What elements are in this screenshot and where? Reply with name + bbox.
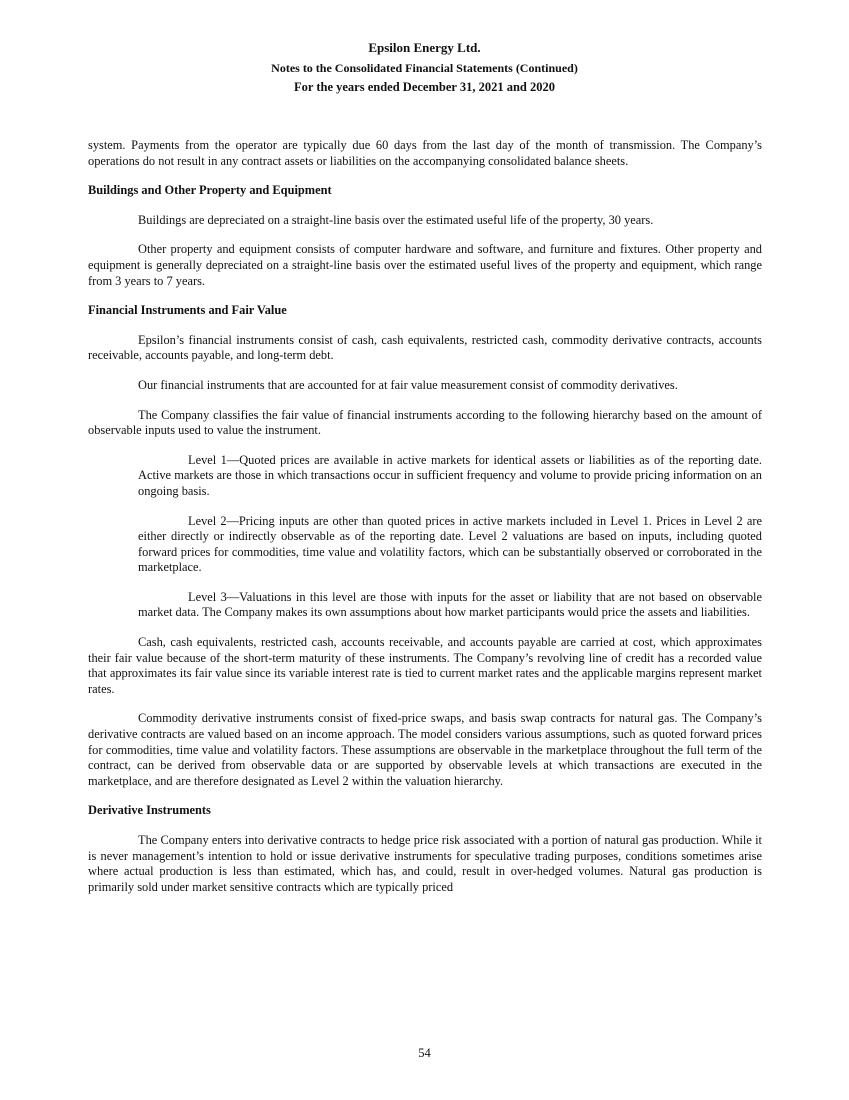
document-body [88, 138, 762, 909]
page-number: 54 [418, 1046, 431, 1060]
financial-paragraph-5: Commodity derivative instruments consist of fixed-price swaps, and basis swap contracts for natural gas. The Company’s derivative contracts are valued based on an income approach. The model considers various assumptions, such as quoted forward prices for commodities, time value and volatility factors. These assumptions are observable in the marketplace throughout the full term of the contract, can be derived from observable data or are supported by observable levels at which transactions are executed in the marketplace, and are therefore designated as Level 2 within the valuation hierarchy. [88, 711, 762, 788]
company-name: Epsilon Energy Ltd. [368, 40, 481, 55]
buildings-heading: Buildings and Other Property and Equipment [88, 183, 332, 198]
financial-paragraph-3: The Company classifies the fair value of financial instruments according to the following hierarchy based on the amount of observable inputs used to value the instrument. [88, 407, 762, 438]
notes-title: Notes to the Consolidated Financial Statements (Continued) [271, 61, 578, 75]
level-2-definition: Level 2—Pricing inputs are other than quoted prices in active markets included in Level 1. Prices in Level 2 are either directly or indirectly observable as of the reporting date. Level 2 valuations are based on inputs, including quoted forward prices for commodities, time value and volatility factors, which can be substantially observed or corroborated in the marketplace. [138, 513, 762, 575]
intro-paragraph: system. Payments from the operator are typically due 60 days from the last day of the month of transmission. The Company’s operations do not result in any contract assets or liabilities on the accompanying consolidated balance sheets. [88, 138, 762, 168]
buildings-paragraph-2: Other property and equipment consists of computer hardware and software, and furniture and fixtures. Other property and equipment is generally depreciated on a straight-line basis over the estimated useful lives of the property and equipment, which range from 3 years to 7 years. [88, 242, 762, 288]
level-3-definition: Level 3—Valuations in this level are those with inputs for the asset or liability that are not based on observable market data. The Company makes its own assumptions about how market participants would price the assets and liabilities. [138, 589, 762, 620]
period-title: For the years ended December 31, 2021 and 2020 [294, 80, 555, 94]
level-1-definition: Level 1—Quoted prices are available in active markets for identical assets or liabilities as of the reporting date. Active markets are those in which transactions occur in sufficient frequency and volume to provide pricing information on an ongoing basis. [138, 452, 762, 498]
financial-instruments-heading: Financial Instruments and Fair Value [88, 303, 287, 318]
derivative-instruments-heading: Derivative Instruments [88, 803, 211, 818]
financial-paragraph-4: Cash, cash equivalents, restricted cash, accounts receivable, and accounts payable are carried at cost, which approximates their fair value because of the short-term maturity of these instruments. The Company’s revolving line of credit has a recorded value that approximates its fair value since its variable interest rate is tied to current market rates and the applicable margins represent market rates. [88, 635, 762, 696]
financial-paragraph-2: Our financial instruments that are accounted for at fair value measurement consist of commodity derivatives. [138, 377, 678, 392]
buildings-paragraph-1: Buildings are depreciated on a straight-line basis over the estimated useful life of the property, 30 years. [138, 212, 654, 227]
derivatives-paragraph-1: The Company enters into derivative contracts to hedge price risk associated with a portion of natural gas production. While it is never management’s intention to hold or issue derivative instruments for speculative trading purposes, conditions sometimes arise where actual production is less than estimated, which has, and could, result in over-hedged volumes. Natural gas production is primarily sold under market sensitive contracts which are typically priced [88, 833, 762, 894]
financial-paragraph-1: Epsilon’s financial instruments consist of cash, cash equivalents, restricted cash, commodity derivative contracts, accounts receivable, accounts payable, and long-term debt. [88, 332, 762, 363]
